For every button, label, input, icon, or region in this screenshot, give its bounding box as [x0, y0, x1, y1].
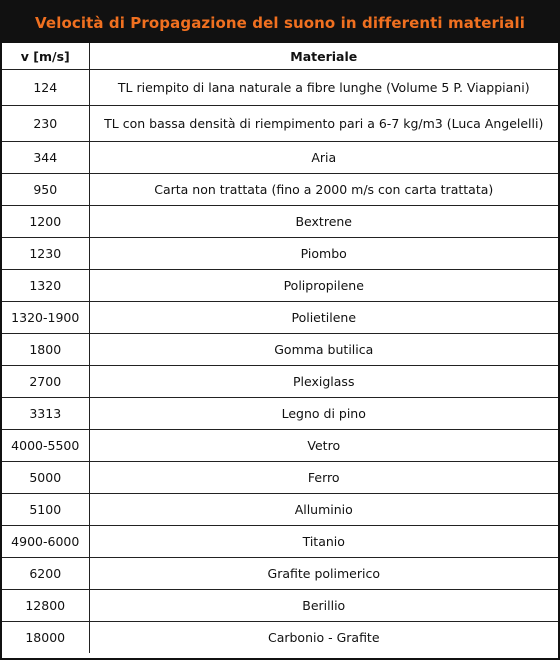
table-row: [2, 398, 558, 430]
material-cell: Legno di pino: [89, 398, 558, 430]
table-row: [2, 622, 558, 654]
material-cell: Berillio: [89, 590, 558, 622]
materials-table: [2, 43, 558, 653]
velocity-cell: 5100: [2, 494, 89, 526]
table-body: [2, 70, 558, 654]
velocity-cell: 1200: [2, 206, 89, 238]
material-cell: Plexiglass: [89, 366, 558, 398]
velocity-cell: 950: [2, 174, 89, 206]
table-row: [2, 526, 558, 558]
table-row: [2, 590, 558, 622]
table-row: [2, 558, 558, 590]
table-row: [2, 366, 558, 398]
table-row: [2, 206, 558, 238]
material-cell: Carta non trattata (fino a 2000 m/s con carta trattata): [89, 174, 558, 206]
table-row: [2, 270, 558, 302]
table-row: [2, 302, 558, 334]
velocity-cell: 12800: [2, 590, 89, 622]
header-row: [2, 43, 558, 70]
velocity-cell: 344: [2, 142, 89, 174]
material-cell: Titanio: [89, 526, 558, 558]
velocity-cell: 230: [2, 106, 89, 142]
material-cell: Vetro: [89, 430, 558, 462]
material-cell: Alluminio: [89, 494, 558, 526]
material-cell: Ferro: [89, 462, 558, 494]
table-row: [2, 494, 558, 526]
table-row: [2, 70, 558, 106]
velocity-cell: 5000: [2, 462, 89, 494]
velocity-cell: 4900-6000: [2, 526, 89, 558]
column-header-velocity: v [m/s]: [2, 43, 89, 70]
velocity-cell: 18000: [2, 622, 89, 654]
material-cell: Piombo: [89, 238, 558, 270]
table-row: [2, 106, 558, 142]
material-cell: Bextrene: [89, 206, 558, 238]
material-cell: Carbonio - Grafite: [89, 622, 558, 654]
material-cell: Aria: [89, 142, 558, 174]
table-title: Velocità di Propagazione del suono in differenti materiali: [2, 2, 558, 43]
velocity-cell: 4000-5500: [2, 430, 89, 462]
table-row: [2, 430, 558, 462]
material-cell: TL riempito di lana naturale a fibre lunghe (Volume 5 P. Viappiani): [89, 70, 558, 106]
velocity-cell: 3313: [2, 398, 89, 430]
material-cell: Polipropilene: [89, 270, 558, 302]
velocity-cell: 1230: [2, 238, 89, 270]
table-row: [2, 174, 558, 206]
column-header-material: Materiale: [89, 43, 558, 70]
velocity-cell: 124: [2, 70, 89, 106]
material-cell: Polietilene: [89, 302, 558, 334]
material-cell: Grafite polimerico: [89, 558, 558, 590]
table-row: [2, 462, 558, 494]
table-row: [2, 238, 558, 270]
velocity-cell: 1320-1900: [2, 302, 89, 334]
material-cell: TL con bassa densità di riempimento pari a 6-7 kg/m3 (Luca Angelelli): [89, 106, 558, 142]
material-cell: Gomma butilica: [89, 334, 558, 366]
velocity-cell: 6200: [2, 558, 89, 590]
velocity-cell: 1320: [2, 270, 89, 302]
table-row: [2, 142, 558, 174]
table-row: [2, 334, 558, 366]
velocity-cell: 1800: [2, 334, 89, 366]
velocity-cell: 2700: [2, 366, 89, 398]
